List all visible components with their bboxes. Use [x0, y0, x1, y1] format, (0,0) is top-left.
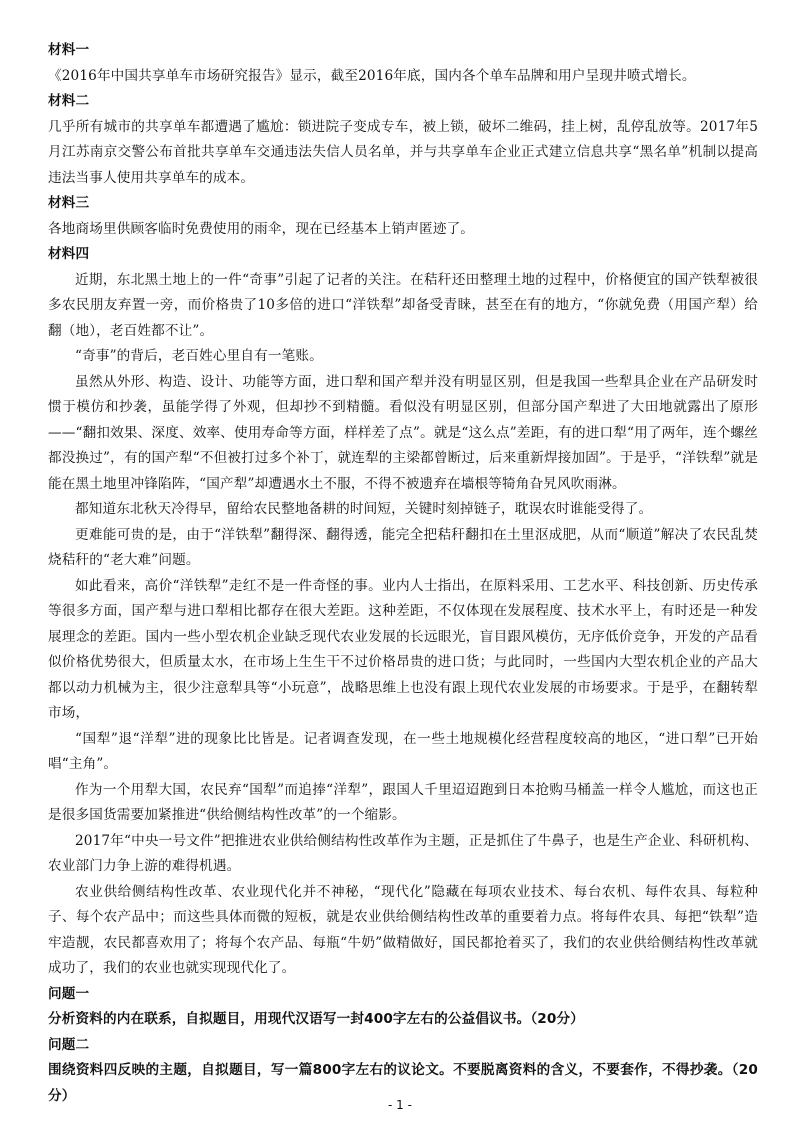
material2-heading: 材料二	[48, 93, 90, 109]
material4-paragraph: 农业供给侧结构性改革、农业现代化并不神秘，“现代化”隐藏在每项农业技术、每台农机、每件农具、每粒种子、每个农产品中；而这些具体而微的短板，就是农业供给侧结构性改革的重要着力点。将每件农具、每把“铁犁”造牢造靓，农民都喜欢用了；将每个农产品、每瓶“牛奶”做精做好，国民都抢着买了，我们的农业供给侧结构性改革就成功了，我们的农业也就实现现代化了。	[48, 883, 758, 976]
document-body	[48, 38, 758, 1109]
material3-text: 各地商场里供顾客临时免费使用的雨伞，现在已经基本上销声匿迹了。	[48, 220, 475, 237]
material2-text: 几乎所有城市的共享单车都遭遇了尴尬：锁进院子变成专车，被上锁，破坏二维码，挂上树，乱停乱放等。2017年5月江苏南京交警公布首批共享单车交通违法失信人员名单，并与共享单车企业正式建立信息共享“黑名单”机制以提高违法当事人使用共享单车的成本。	[48, 118, 758, 186]
material3-heading: 材料三	[48, 195, 90, 211]
material4-paragraph: 更难能可贵的是，由于“洋铁犁”翻得深、翻得透，能完全把秸秆翻扣在土里沤成肥，从而“顺道”解决了农民乱焚烧秸秆的“老大难”问题。	[48, 526, 758, 568]
material4-paragraph: 如此看来，高价“洋铁犁”走红不是一件奇怪的事。业内人士指出，在原料采用、工艺水平、科技创新、历史传承等很多方面，国产犁与进口犁相比都存在很大差距。这种差距，不仅体现在发展程度、技术水平上，有时还是一种发展理念的差距。国内一些小型农机企业缺乏现代农业发展的长远眼光，盲目跟风模仿，无序低价竞争，开发的产品看似价格优势很大，但质量太水，在市场上生生干不过价格昂贵的进口货；与此同时，一些国内大型农机企业的产品大都以动力机械为主，很少注意犁具等“小玩意”，战略思维上也没有跟上现代农业发展的市场要求。于是乎，在翻转犁市场，	[48, 577, 758, 721]
page-number: - 1 -	[388, 1098, 412, 1112]
material4-paragraph: “奇事”的背后，老百姓心里自有一笔账。	[75, 348, 323, 364]
material4-paragraph: “国犁”退“洋犁”进的现象比比皆是。记者调查发现，在一些土地规模化经营程度较高的地区，“进口犁”已开始唱“主角”。	[48, 730, 758, 772]
material4-paragraph: 2017年“中央一号文件”把推进农业供给侧结构性改革作为主题，正是抓住了牛鼻子，也是生产企业、科研机构、农业部门力争上游的难得机遇。	[48, 832, 758, 874]
question1-heading: 问题一	[48, 985, 90, 1002]
material4-paragraph: 作为一个用犁大国，农民弃“国犁”而追捧“洋犁”，跟国人千里迢迢跑到日本抢购马桶盖一样令人尴尬，而这也正是很多国货需要加紧推进“供给侧结构性改革”的一个缩影。	[48, 781, 758, 823]
material1-text: 《2016年中国共享单车市场研究报告》显示，截至2016年底，国内各个单车品牌和用户呈现井喷式增长。	[48, 67, 696, 84]
material4-paragraph: 近期，东北黑土地上的一件“奇事”引起了记者的关注。在秸秆还田整理土地的过程中，价格便宜的国产铁犁被很多农民朋友弃置一旁，而价格贵了10多倍的进口“洋铁犁”却备受青睐，甚至在有的地方，“你就免费（用国产犁）给翻（地），老百姓都不让”。	[48, 271, 758, 339]
question1-text: 分析资料的内在联系，自拟题目，用现代汉语写一封400字左右的公益倡议书。（20分）	[48, 1011, 585, 1027]
question2-text: 围绕资料四反映的主题，自拟题目，写一篇800字左右的议论文。不要脱离资料的含义，不要套作，不得抄袭。（20分）	[48, 1062, 758, 1104]
material4-paragraph: 虽然从外形、构造、设计、功能等方面，进口犁和国产犁并没有明显区别，但是我国一些犁具企业在产品研发时惯于模仿和抄袭，虽能学得了外观，但却抄不到精髓。看似没有明显区别，但部分国产犁进了大田地就露出了原形——“翻扣效果、深度、效率、使用寿命等方面，样样差了点”。就是“这么点”差距，有的进口犁“用了两年，连个螺丝都没换过”，有的国产犁“不但被打过多个补丁，就连犁的主梁都曾断过，后来重新焊接加固”。于是乎，“洋铁犁”就是能在黑土地里冲锋陷阵，“国产犁”却遭遇水土不服，不得不被遗弃在墙根等犄角旮旯风吹雨淋。	[48, 373, 758, 492]
material1-heading: 材料一	[48, 42, 90, 58]
question2-heading: 问题二	[48, 1036, 90, 1053]
material4-paragraph: 都知道东北秋天冷得早，留给农民整地备耕的时间短，关键时刻掉链子，耽误农时谁能受得了。	[75, 501, 653, 517]
material4-heading: 材料四	[48, 246, 90, 262]
